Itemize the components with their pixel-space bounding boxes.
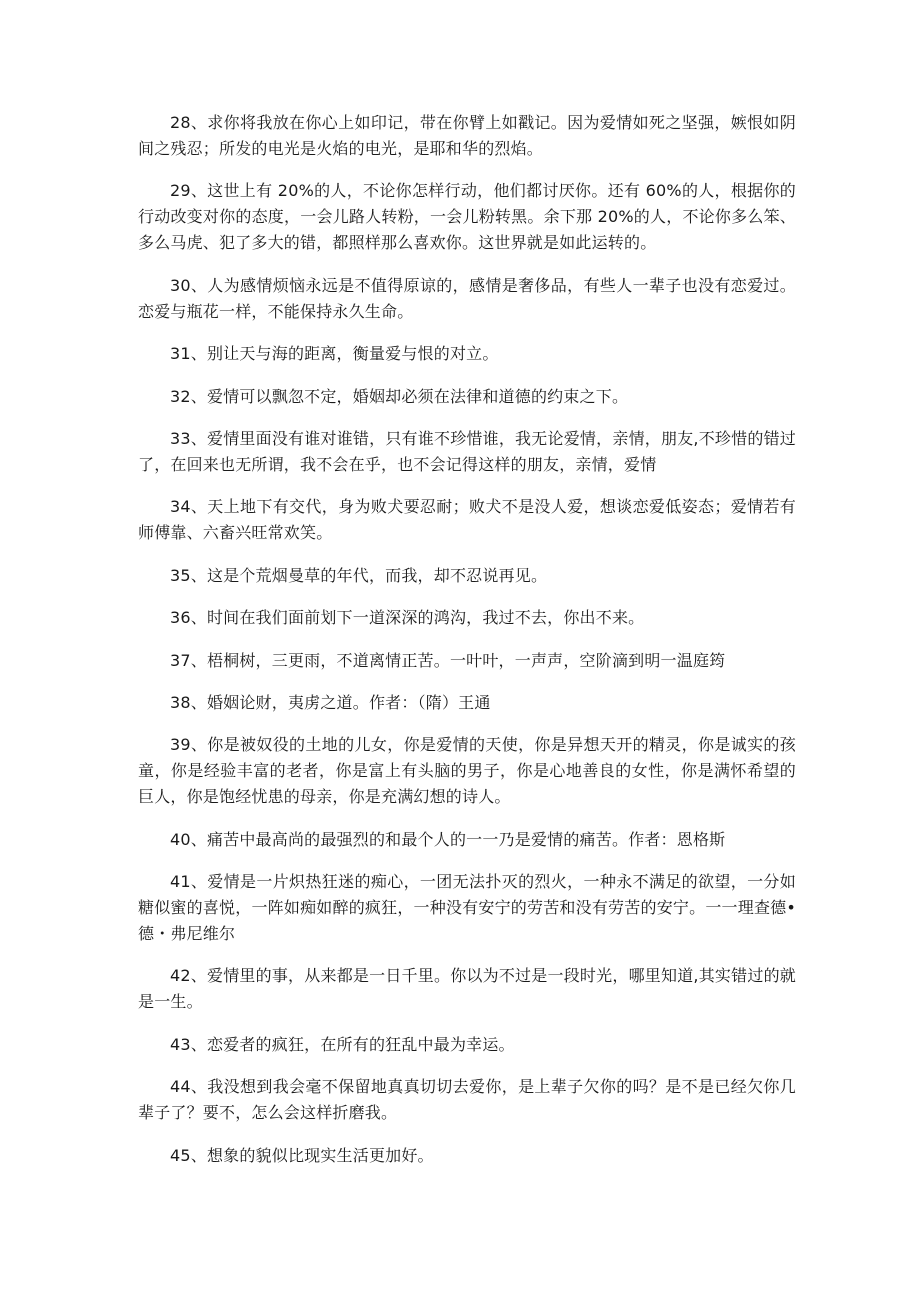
quote-entry-44: 44、我没想到我会毫不保留地真真切切去爱你，是上辈子欠你的吗？是不是已经欠你几辈子了？要不，怎么会这样折磨我。 <box>138 1077 796 1123</box>
quote-entry-42: 42、爱情里的事，从来都是一日千里。你以为不过是一段时光，哪里知道,其实错过的就是一生。 <box>138 966 796 1012</box>
quote-entry-41: 41、爱情是一片炽热狂迷的痴心，一团无法扑灭的烈火，一种永不满足的欲望，一分如糖似蜜的喜悦，一阵如痴如醉的疯狂，一种没有安宁的劳苦和没有劳苦的安宁。一一理查德•德・弗尼维尔 <box>138 872 796 944</box>
quote-entry-45: 45、想象的貌似比现实生活更加好。 <box>170 1145 434 1165</box>
quote-entry-39: 39、你是被奴役的土地的儿女，你是爱情的天使，你是异想天开的精灵，你是诚实的孩童，你是经验丰富的老者，你是富上有头脑的男子，你是心地善良的女性，你是满怀希望的巨人，你是饱经忧患的母亲，你是充满幻想的诗人。 <box>138 735 796 807</box>
quote-entry-33: 33、爱情里面没有谁对谁错，只有谁不珍惜谁，我无论爱情，亲情，朋友,不珍惜的错过了，在回来也无所谓，我不会在乎，也不会记得这样的朋友，亲情，爱情 <box>138 428 796 474</box>
quote-entry-29: 29、这世上有 20%的人，不论你怎样行动，他们都讨厌你。还有 60%的人，根据你的行动改变对你的态度，一会儿路人转粉，一会儿粉转黑。余下那 20%的人，不论你多么笨、多么马虎、犯了多大的错，都照样那么喜欢你。这世界就是如此运转的。 <box>138 181 796 253</box>
quote-entry-40: 40、痛苦中最高尚的最强烈的和最个人的一一乃是爱情的痛苦。作者：恩格斯 <box>170 829 726 849</box>
quote-entry-36: 36、时间在我们面前划下一道深深的鸿沟，我过不去，你出不来。 <box>170 608 645 628</box>
quote-entry-34: 34、天上地下有交代，身为败犬要忍耐；败犬不是没人爱，想谈恋爱低姿态；爱情若有师傅靠、六畜兴旺常欢笑。 <box>138 497 796 543</box>
quote-entry-35: 35、这是个荒烟曼草的年代，而我，却不忍说再见。 <box>170 565 548 585</box>
quote-entry-38: 38、婚姻论财，夷虏之道。作者：（隋）王通 <box>170 692 491 712</box>
quote-entry-37: 37、梧桐树，三更雨，不道离情正苦。一叶叶，一声声，空阶滴到明一温庭筠 <box>170 650 726 670</box>
quote-entry-30: 30、人为感情烦恼永远是不值得原谅的，感情是奢侈品，有些人一辈子也没有恋爱过。恋爱与瓶花一样，不能保持永久生命。 <box>138 275 796 321</box>
quote-entry-31: 31、别让天与海的距离，衡量爱与恨的对立。 <box>170 344 499 364</box>
quote-list <box>138 110 796 1185</box>
quote-entry-32: 32、爱情可以飘忽不定，婚姻却必须在法律和道德的约束之下。 <box>170 386 629 406</box>
quote-entry-43: 43、恋爱者的疯狂，在所有的狂乱中最为幸运。 <box>170 1034 515 1054</box>
quote-entry-28: 28、求你将我放在你心上如印记，带在你臂上如戳记。因为爱情如死之坚强，嫉恨如阴间之残忍；所发的电光是火焰的电光，是耶和华的烈焰。 <box>138 113 796 158</box>
